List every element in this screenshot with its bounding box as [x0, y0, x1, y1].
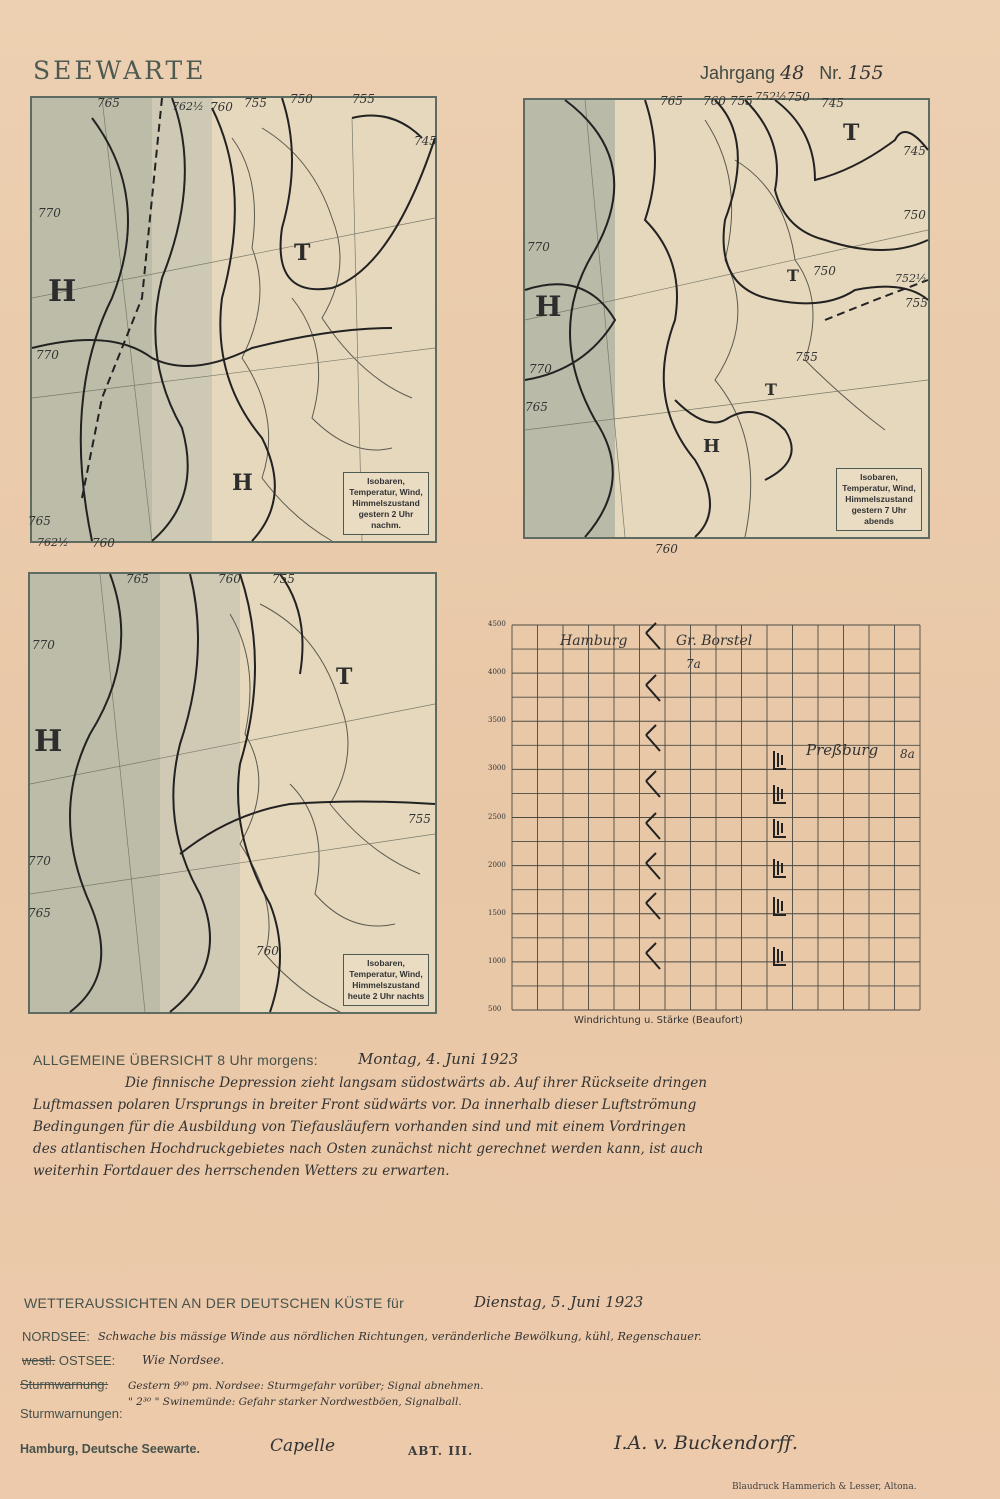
low-pressure-marker: T: [336, 664, 353, 690]
map-caption: Isobaren, Temperatur, Wind, Himmelszustand gestern 2 Uhr nachm.: [343, 472, 429, 535]
isobar-label: 755: [408, 812, 431, 826]
department: ABT. III.: [408, 1444, 474, 1458]
overview-line: Die finnische Depression zieht langsam südostwärts ab. Auf ihrer Rückseite dringen: [125, 1075, 708, 1091]
isobar-label: 760: [92, 536, 115, 550]
low-pressure-marker: T: [843, 120, 860, 146]
nordsee-label: NORDSEE:: [22, 1329, 90, 1344]
ostsee-row: [22, 1353, 115, 1368]
isobar-label: 770: [38, 206, 61, 220]
wind-grid: [488, 605, 928, 1005]
isobar-label: 750: [787, 90, 810, 104]
isobar-label: 750: [813, 264, 836, 278]
isobar-label: 762½: [172, 100, 204, 113]
y-tick-label: 3000: [488, 764, 506, 773]
y-tick-label: 2000: [488, 860, 506, 869]
isobar-label: 760: [210, 100, 233, 114]
low-pressure-marker: T: [765, 380, 777, 399]
issue-number: 155: [847, 62, 884, 84]
high-pressure-marker: H: [232, 470, 253, 496]
storm-warning-strike: Sturmwarnung:: [20, 1377, 109, 1392]
storm-warning-line: " 2³⁰ " Swinemünde: Gefahr starker Nordwestböen, Signalball.: [128, 1396, 462, 1408]
wind-barb: [646, 813, 660, 839]
wind-barb: [774, 785, 786, 803]
office-name: Hamburg, Deutsche Seewarte.: [20, 1442, 200, 1456]
map-caption: Isobaren, Temperatur, Wind, Himmelszustand gestern 7 Uhr abends: [836, 468, 922, 531]
wind-barb: [646, 725, 660, 751]
isobar-label: 745: [903, 144, 926, 158]
low-pressure-marker: T: [294, 240, 311, 266]
wind-barb: [774, 819, 786, 837]
isobar-label: 755: [730, 94, 753, 108]
wind-barb: [646, 943, 660, 969]
ostsee-label: OSTSEE:: [58, 1353, 116, 1368]
overview-heading: ALLGEMEINE ÜBERSICHT 8 Uhr morgens:: [33, 1052, 318, 1068]
isobar-label: 765: [28, 514, 51, 528]
isobar-label: 765: [97, 96, 120, 110]
station-label-borstel: Gr. Borstel: [676, 633, 753, 649]
high-pressure-marker: H: [703, 436, 721, 457]
overview-line: weiterhin Fortdauer des herrschenden Wetters zu erwarten.: [33, 1163, 450, 1179]
y-tick-label: 2500: [488, 812, 506, 821]
high-pressure-marker: H: [48, 274, 77, 309]
high-pressure-marker: H: [34, 724, 63, 759]
isobar-label: 770: [527, 240, 550, 254]
nordsee-forecast: Schwache bis mässige Winde aus nördlichen Richtungen, veränderliche Bewölkung, kühl, Regenschauer.: [98, 1330, 702, 1343]
issue-info: [700, 62, 884, 84]
masthead: SEEWARTE: [33, 56, 207, 85]
issue-label: Jahrgang: [700, 63, 776, 83]
wind-barb: [774, 897, 786, 915]
storm-warning-line: Gestern 9⁰⁰ pm. Nordsee: Sturmgefahr vorüber; Signal abnehmen.: [128, 1380, 484, 1392]
overview-text: [33, 1072, 943, 1182]
overview-line: des atlantischen Hochdruckgebietes nach Osten zunächst nicht gerechnet werden kann, ist auch: [33, 1141, 704, 1157]
isobar-label: 755: [795, 350, 818, 364]
isobar-label: 745: [821, 96, 844, 110]
isobar-label: 745: [414, 134, 437, 148]
forecast-date: Dienstag, 5. Juni 1923: [474, 1293, 644, 1311]
isobar-label: 765: [28, 906, 51, 920]
isobar-label: 755: [272, 572, 295, 586]
forecast-heading: WETTERAUSSICHTEN AN DER DEUTSCHEN KÜSTE für: [24, 1295, 405, 1311]
y-tick-label: 1000: [488, 956, 506, 965]
isobar-label: 755: [244, 96, 267, 110]
low-pressure-marker: T: [787, 266, 799, 285]
wind-barb: [774, 751, 786, 769]
isobar-label: 760: [218, 572, 241, 586]
weather-map-night: [28, 572, 437, 1014]
weather-map-afternoon: [28, 92, 437, 550]
volume-number: 48: [780, 62, 805, 84]
isobar-label: 760: [703, 94, 726, 108]
weather-map-evening: [523, 90, 930, 556]
ostsee-forecast: Wie Nordsee.: [142, 1353, 225, 1367]
isobar-label: 752½: [755, 90, 787, 103]
isobar-label: 760: [655, 542, 678, 556]
isobar-label: 765: [126, 572, 149, 586]
isobar-label: 770: [529, 362, 552, 376]
overview-date: Montag, 4. Juni 1923: [358, 1050, 519, 1068]
y-tick-label: 4000: [488, 668, 506, 677]
isobar-label: 750: [290, 92, 313, 106]
printer-imprint: Blaudruck Hammerich & Lesser, Altona.: [732, 1482, 917, 1492]
y-tick-label: 3500: [488, 716, 506, 725]
isobar-label: 765: [525, 400, 548, 414]
ostsee-strike: westl.: [22, 1353, 56, 1368]
station-label-hamburg: Hamburg: [560, 633, 628, 649]
overview-line: Bedingungen für die Ausbildung von Tiefausläufern vorhanden sind und mit einem Vordringen: [33, 1119, 687, 1135]
wind-barb: [646, 893, 660, 919]
chart-footer: Windrichtung u. Stärke (Beaufort): [574, 1015, 743, 1026]
isobar-label: 750: [903, 208, 926, 222]
upper-wind-chart: [488, 605, 928, 1030]
station-time: 8a: [900, 747, 915, 761]
signature-official: I.A. v. Buckendorff.: [614, 1432, 798, 1454]
wind-barb: [774, 859, 786, 877]
isobar-label: 770: [28, 854, 51, 868]
isobar-label: 755: [352, 92, 375, 106]
high-pressure-marker: H: [535, 290, 562, 323]
isobar-label: 752½: [895, 272, 927, 285]
storm-warnings-text: [128, 1378, 483, 1410]
number-label: Nr.: [819, 63, 843, 83]
storm-warnings-label: Sturmwarnungen:: [20, 1406, 123, 1421]
isobar-label: 770: [32, 638, 55, 652]
map-caption: Isobaren, Temperatur, Wind, Himmelszustand heute 2 Uhr nachts: [343, 954, 429, 1006]
y-tick-label: 1500: [488, 908, 506, 917]
wind-barb: [646, 623, 660, 649]
isobar-label: 760: [256, 944, 279, 958]
station-label-pressburg: Preßburg: [806, 741, 879, 759]
isobar-label: 770: [36, 348, 59, 362]
station-time: 7a: [686, 657, 701, 671]
isobar-label: 762½: [37, 536, 69, 549]
signature-capelle: Capelle: [270, 1436, 336, 1456]
map-drawing: [30, 574, 435, 1012]
y-tick-label: 500: [488, 1005, 502, 1013]
y-tick-label: 4500: [488, 620, 506, 628]
isobar-label: 755: [905, 296, 928, 310]
overview-line: Luftmassen polaren Ursprungs in breiter Front südwärts vor. Da innerhalb dieser Luftströmung: [33, 1097, 697, 1113]
isobar-label: 765: [660, 94, 683, 108]
